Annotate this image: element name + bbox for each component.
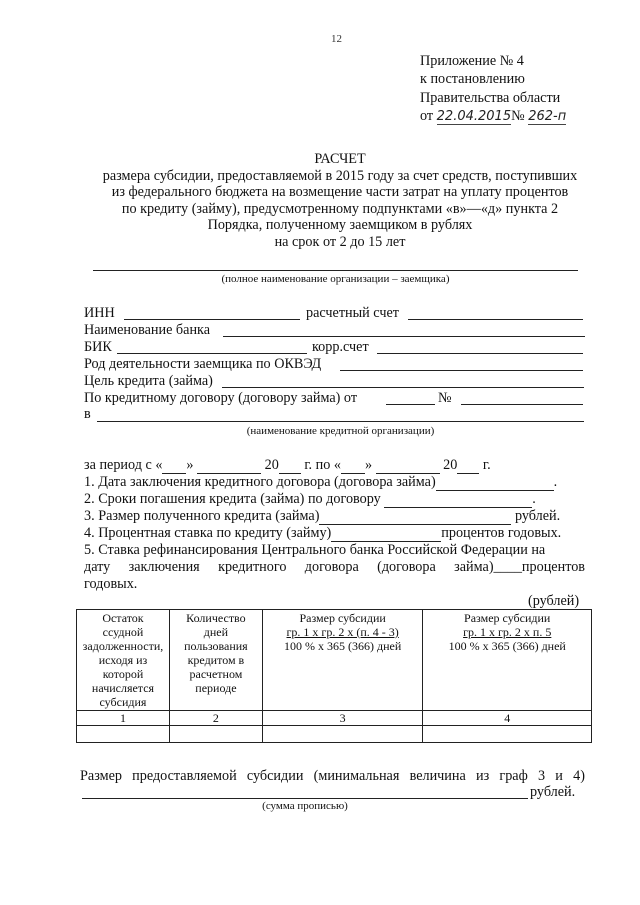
table-row	[77, 726, 592, 743]
summary-word: субсидии	[246, 768, 304, 784]
header-subsidy-refinancing	[423, 610, 592, 711]
item-1-field[interactable]	[436, 474, 554, 491]
period-from-year-field[interactable]	[279, 457, 301, 474]
title-line-5: на срок от 2 до 15 лет	[274, 233, 406, 250]
summary-word: 4)	[573, 768, 585, 784]
item-4-field[interactable]	[331, 525, 441, 542]
item-4-label: 4. Процентная ставка по кредиту (займу)	[84, 525, 332, 541]
column-number: 4	[423, 711, 592, 726]
subsidy-table	[76, 609, 592, 743]
item-5-word: договора	[304, 559, 359, 575]
item-4	[84, 525, 561, 542]
header-text: Остаток	[102, 611, 144, 625]
handwritten-number: 262-п	[528, 108, 567, 124]
header-text: пользования	[184, 639, 248, 653]
purpose-field[interactable]	[222, 387, 584, 388]
summary-word: из	[475, 768, 490, 784]
header-text: исходя из	[98, 653, 148, 667]
item-5-word: дату	[84, 559, 111, 575]
bank-name-field[interactable]	[223, 336, 585, 337]
table-unit-label: (рублей)	[528, 593, 580, 609]
table-header-row	[77, 610, 592, 711]
header-text: расчетном	[189, 667, 243, 681]
contract-number-label: №	[438, 390, 452, 406]
item-1-label: 1. Дата заключения кредитного договора (договора займа)	[84, 474, 436, 490]
header-days-count	[169, 610, 262, 711]
inn-field[interactable]	[124, 319, 300, 320]
appendix-line-3: Правительства области	[420, 89, 561, 106]
period-quote-2: »	[364, 457, 373, 473]
item-5-line-2	[84, 559, 585, 575]
column-number: 2	[169, 711, 262, 726]
period-end-label: г.	[482, 457, 491, 473]
period-to-day-field[interactable]	[341, 457, 365, 474]
summary-word: предоставляемой	[132, 768, 237, 784]
header-text: кредитом в	[187, 653, 245, 667]
account-label: расчетный счет	[306, 305, 399, 321]
purpose-label: Цель кредита (займа)	[84, 373, 213, 389]
summary-word: 3	[538, 768, 546, 784]
header-subsidy-rate-diff	[262, 610, 423, 711]
header-text: Количество	[186, 611, 246, 625]
document-title	[80, 151, 600, 250]
period-from-day-field[interactable]	[162, 457, 186, 474]
header-formula: гр. 1 х гр. 2 х п. 5	[463, 625, 552, 639]
item-1: 1. Дата заключения кредитного договора (договора займа) .	[84, 474, 558, 490]
title-line-3: по кредиту (займу), предусмотренному подпунктами «в»—«д» пункта 2	[121, 200, 559, 217]
item-3-field[interactable]	[319, 508, 511, 525]
title-heading: РАСЧЕТ	[314, 151, 366, 167]
item-5-line-1: 5. Ставка рефинансирования Центрального банка Российской Федерации на	[84, 542, 546, 558]
borrower-name-field[interactable]	[93, 270, 578, 271]
corr-account-label: корр.счет	[312, 339, 369, 355]
period-line	[84, 457, 491, 474]
item-5-word: кредитного	[218, 559, 287, 575]
item-2-field[interactable]	[384, 491, 532, 508]
item-3	[84, 508, 560, 525]
period-to-month-field[interactable]	[376, 457, 440, 474]
summary-word: (минимальная	[313, 768, 400, 784]
activity-field[interactable]	[340, 370, 583, 371]
column-number-row	[77, 711, 592, 726]
header-formula: гр. 1 х гр. 2 х (п. 4 - 3)	[286, 625, 399, 639]
period-quote-1: »	[186, 457, 194, 473]
column-number: 1	[77, 711, 170, 726]
header-denominator: 100 % х 365 (366) дней	[448, 639, 566, 653]
appendix-line-1: Приложение № 4	[420, 53, 524, 69]
summary-amount-field[interactable]	[82, 798, 528, 799]
table-cell-days[interactable]	[169, 726, 262, 743]
summary-currency: рублей.	[530, 784, 576, 800]
header-text: дней	[203, 625, 229, 639]
activity-label: Род деятельности заемщика по ОКВЭД	[84, 356, 322, 372]
table-cell-subsidy-4[interactable]	[423, 726, 592, 743]
table-cell-loan-balance[interactable]	[77, 726, 170, 743]
page-number: 12	[331, 33, 342, 45]
bank-name-label: Наименование банка	[84, 322, 211, 338]
header-text: задолженности,	[82, 639, 164, 653]
handwritten-date: 22.04.2015	[436, 108, 512, 124]
bik-field[interactable]	[117, 353, 307, 354]
inn-label: ИНН	[84, 305, 115, 321]
header-text: начисляется	[91, 681, 155, 695]
contract-label: По кредитному договору (договору займа) от	[84, 390, 358, 406]
corr-account-field[interactable]	[377, 353, 583, 354]
period-year-1-label: 20	[264, 457, 279, 473]
summary-word: граф	[499, 768, 528, 784]
header-text: субсидия	[99, 695, 147, 709]
column-number: 3	[262, 711, 423, 726]
header-denominator: 100 % х 365 (366) дней	[284, 639, 402, 653]
contract-date-field[interactable]	[386, 404, 435, 405]
period-to-year-field[interactable]	[457, 457, 479, 474]
item-4-suffix: процентов годовых.	[441, 525, 562, 541]
period-year-2-label: 20	[443, 457, 458, 473]
date-prefix: от	[420, 107, 434, 124]
borrower-caption: (полное наименование организации – заемщика)	[221, 273, 450, 285]
in-label: в	[84, 406, 91, 422]
item-3-suffix: рублей.	[514, 508, 561, 524]
title-line-2: из федерального бюджета на возмещение части затрат на уплату процентов	[111, 184, 569, 200]
summary-word: Размер	[80, 768, 122, 784]
bik-label: БИК	[84, 339, 112, 355]
header-title: Размер субсидии	[299, 611, 386, 625]
title-line-1: размера субсидии, предоставляемой в 2015 году за счет средств, поступивших	[102, 167, 578, 184]
header-text: периоде	[195, 681, 237, 695]
item-2: 2. Сроки погашения кредита (займа) по договору .	[84, 491, 536, 507]
item-5-word: заключения	[128, 559, 200, 575]
item-5-rate-field[interactable]: займа)____процентов	[454, 559, 585, 575]
summary-line	[80, 768, 585, 784]
summary-caption: (сумма прописью)	[262, 800, 348, 812]
item-3-label: 3. Размер полученного кредита (займа)	[84, 508, 320, 524]
credit-org-caption: (наименование кредитной организации)	[246, 425, 435, 437]
period-from-prefix: за период с «	[84, 457, 163, 473]
summary-word: и	[555, 768, 563, 784]
number-sign: №	[511, 107, 525, 124]
header-title: Размер субсидии	[464, 611, 551, 625]
item-5-word: (договора	[377, 559, 436, 575]
header-text: ссудной	[102, 625, 144, 639]
header-text: которой	[102, 667, 144, 681]
period-mid-label: г. по «	[304, 457, 341, 473]
contract-number-field[interactable]	[461, 404, 583, 405]
summary-word: величина	[409, 768, 466, 784]
item-5-line-3: годовых.	[84, 576, 138, 592]
header-loan-balance	[77, 610, 170, 711]
appendix-date-line	[420, 107, 566, 125]
credit-org-field[interactable]	[97, 421, 584, 422]
appendix-line-2: к постановлению	[420, 71, 525, 88]
appendix-header	[420, 52, 566, 125]
title-line-4: Порядка, полученному заемщиком в рублях	[207, 217, 473, 233]
table-cell-subsidy-3[interactable]	[262, 726, 423, 743]
account-field[interactable]	[408, 319, 583, 320]
item-2-label: 2. Сроки погашения кредита (займа) по договору	[84, 491, 381, 507]
period-from-month-field[interactable]	[197, 457, 261, 474]
